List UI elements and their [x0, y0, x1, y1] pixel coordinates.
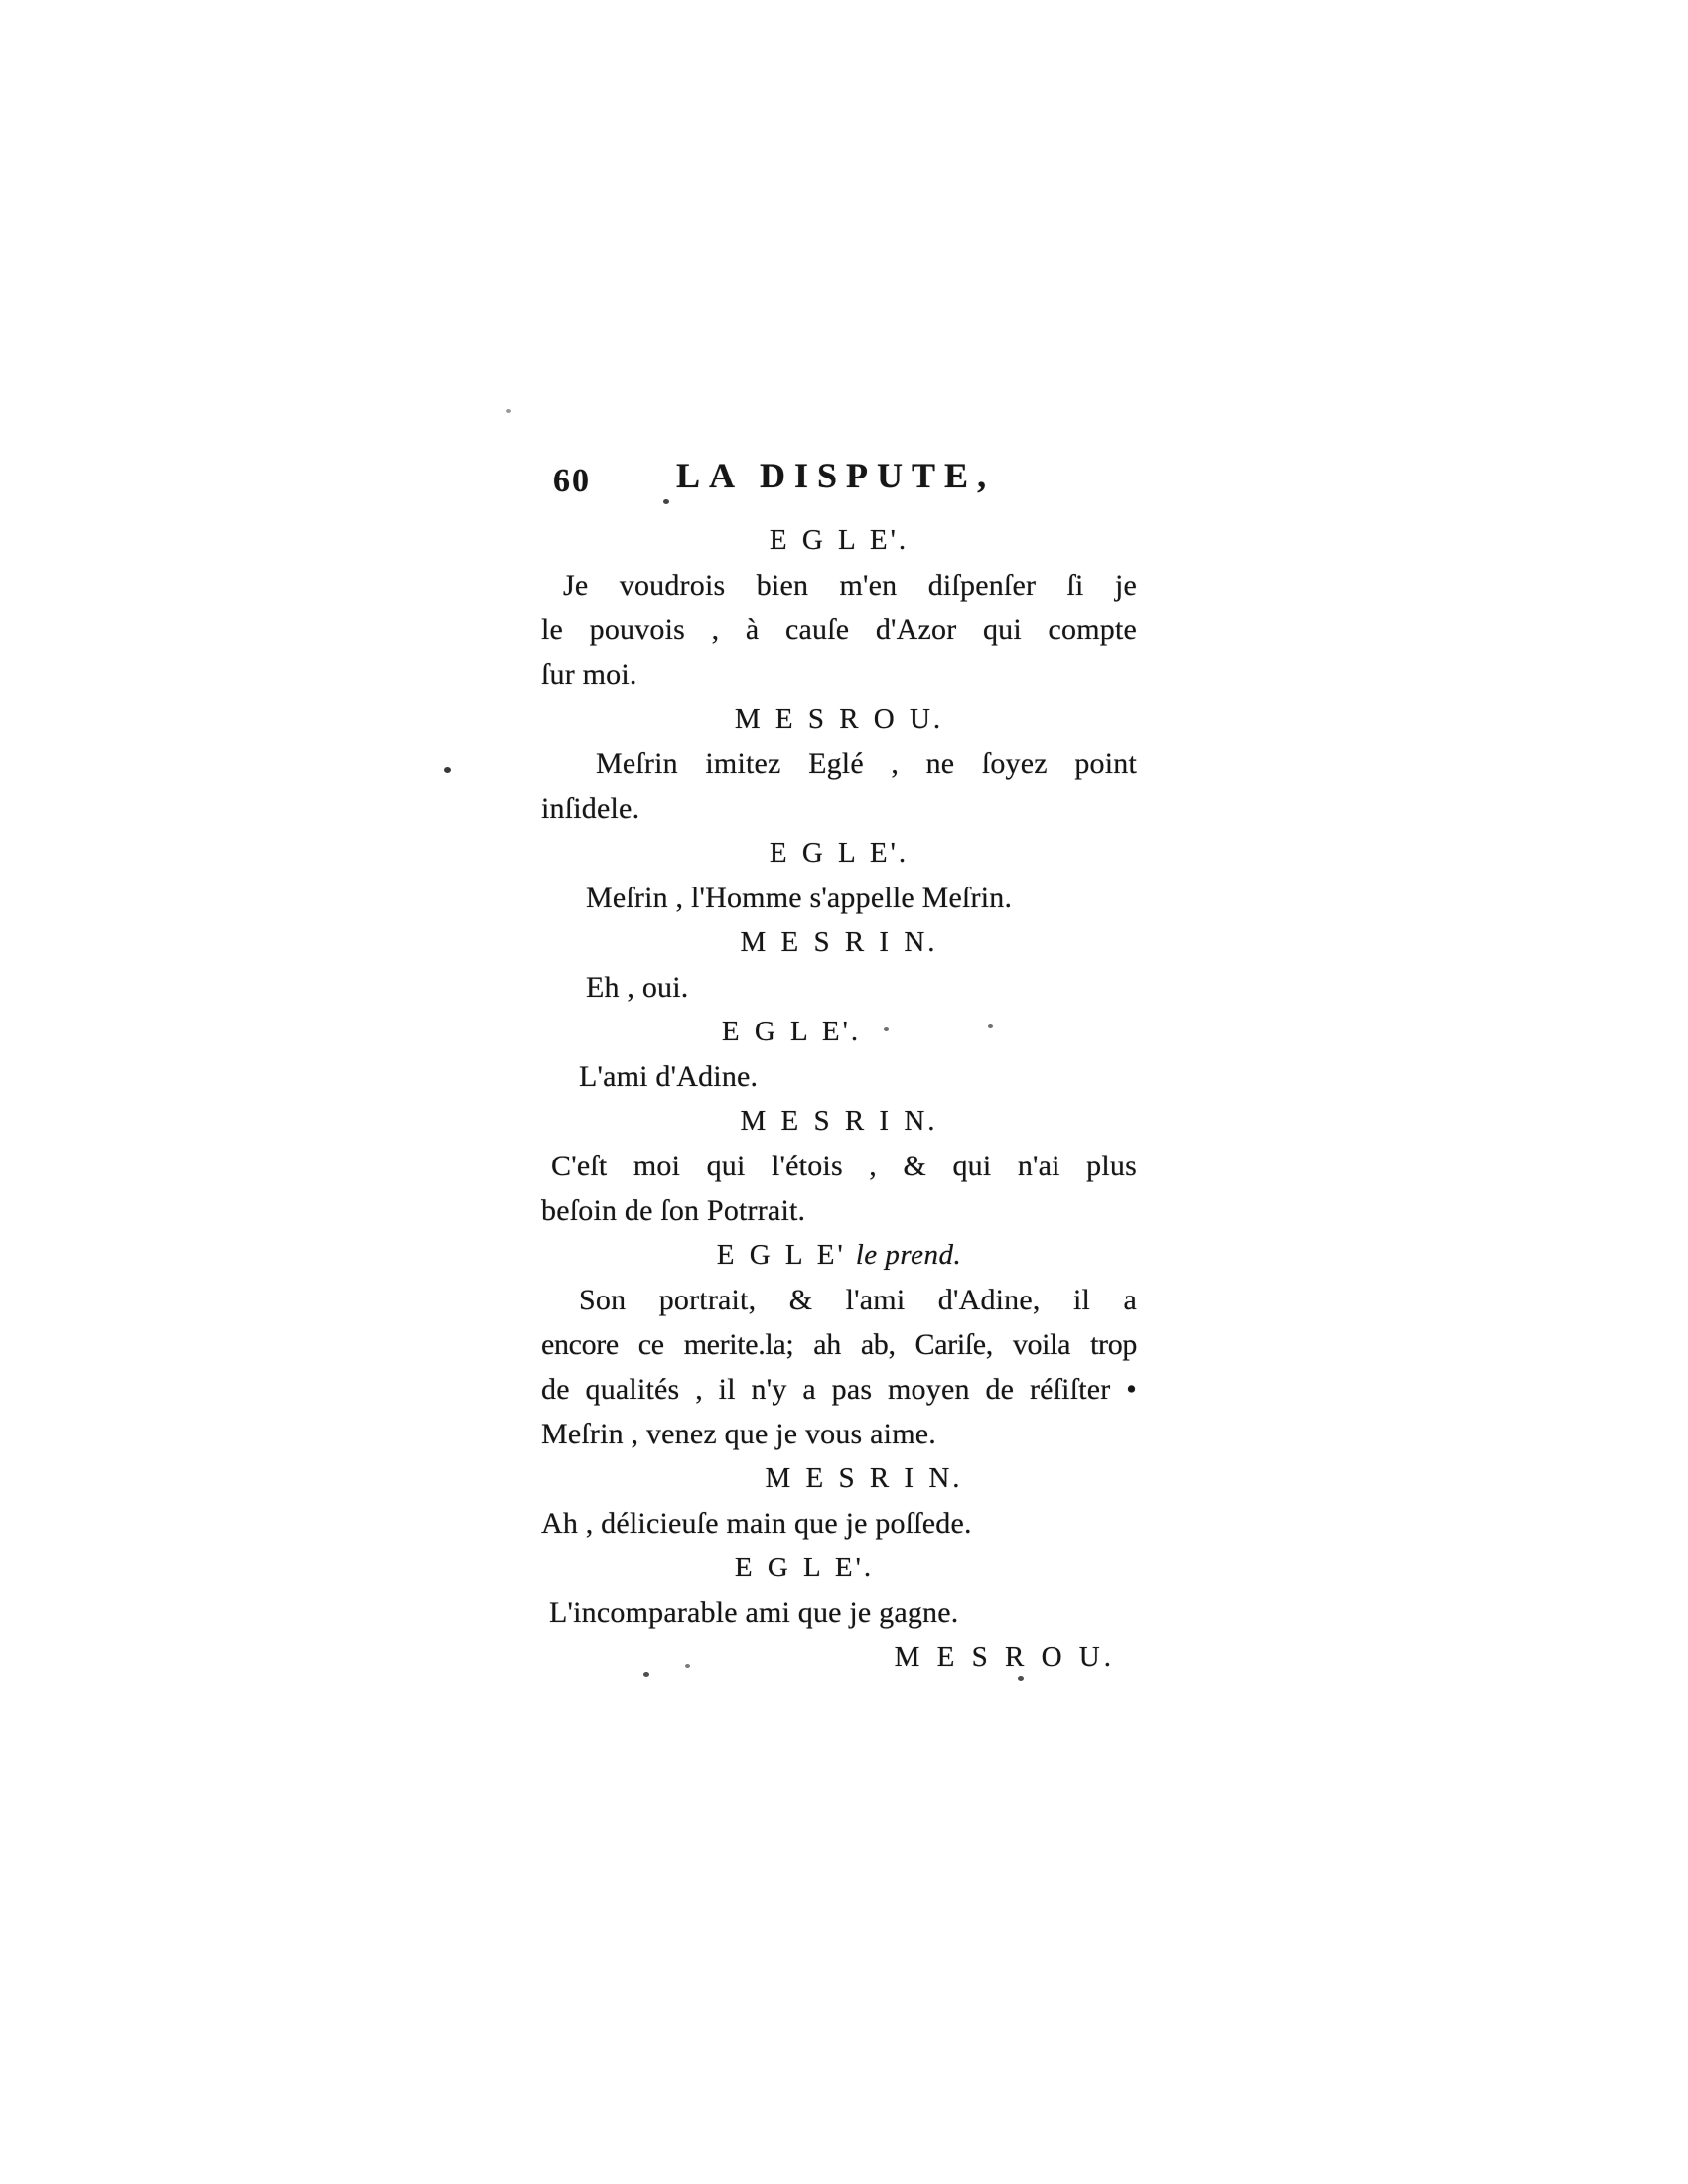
page-text-block [541, 453, 1137, 1680]
dialogue-line: de qualités , il n'y a pas moyen de réſiſter • [541, 1373, 1137, 1406]
dialogue-line: Eh , oui. [586, 971, 689, 1004]
ink-speck [444, 767, 451, 773]
ink-speck [988, 1024, 993, 1028]
dialogue-line: C'eſt moi qui l'étois , & qui n'ai plus [551, 1150, 1137, 1182]
dialogue-line: Ah , délicieuſe main que je poſſede. [541, 1507, 972, 1540]
speaker-heading: M E S R I N. [740, 926, 938, 958]
ink-speck [643, 1672, 649, 1677]
dialogue-line: beſoin de ſon Potrrait. [541, 1194, 806, 1227]
dialogue-line: Meſrin imitez Eglé , ne ſoyez point [596, 748, 1137, 780]
dialogue-line: encore ce merite.la; ah ab, Cariſe, voila trop [541, 1328, 1137, 1361]
dialogue-line: le pouvois , à cauſe d'Azor qui compte [541, 614, 1137, 646]
page-header [541, 453, 1137, 504]
ink-speck [685, 1664, 690, 1668]
speaker-name: E G L E' [716, 1239, 846, 1271]
speaker-heading: E G L E'. [734, 1552, 875, 1583]
page-number: 60 [553, 463, 591, 499]
dialogue-line: Meſrin , venez que je vous aime. [541, 1418, 936, 1450]
speaker-heading: M E S R I N. [740, 1105, 938, 1137]
speaker-heading: E G L E'. [769, 524, 910, 556]
speaker-heading: E G L E'. [769, 837, 910, 869]
running-title: LA DISPUTE, [676, 456, 996, 495]
ink-speck [506, 409, 511, 413]
dialogue-line: Son portrait, & l'ami d'Adine, il a [579, 1284, 1137, 1316]
speaker-heading: M E S R O U. [734, 703, 944, 735]
dialogue-line: Meſrin , l'Homme s'appelle Meſrin. [586, 882, 1013, 914]
speaker-heading: E G L E'. [721, 1016, 862, 1047]
speaker-heading-with-direction [541, 1233, 1137, 1278]
catchword: M E S R O U. [894, 1641, 1115, 1673]
dialogue-line: inſidele. [541, 792, 640, 825]
ink-speck [1018, 1676, 1024, 1681]
stage-direction: le prend. [855, 1239, 962, 1271]
dialogue-line: L'ami d'Adine. [579, 1060, 759, 1093]
dialogue-line: ſur moi. [541, 658, 637, 691]
ink-speck [663, 499, 669, 504]
ink-speck [884, 1027, 889, 1031]
dialogue-line: L'incomparable ami que je gagne. [549, 1596, 959, 1629]
speaker-heading: M E S R I N. [765, 1462, 963, 1494]
dialogue-line: Je voudrois bien m'en diſpenſer ſi je [563, 569, 1137, 602]
